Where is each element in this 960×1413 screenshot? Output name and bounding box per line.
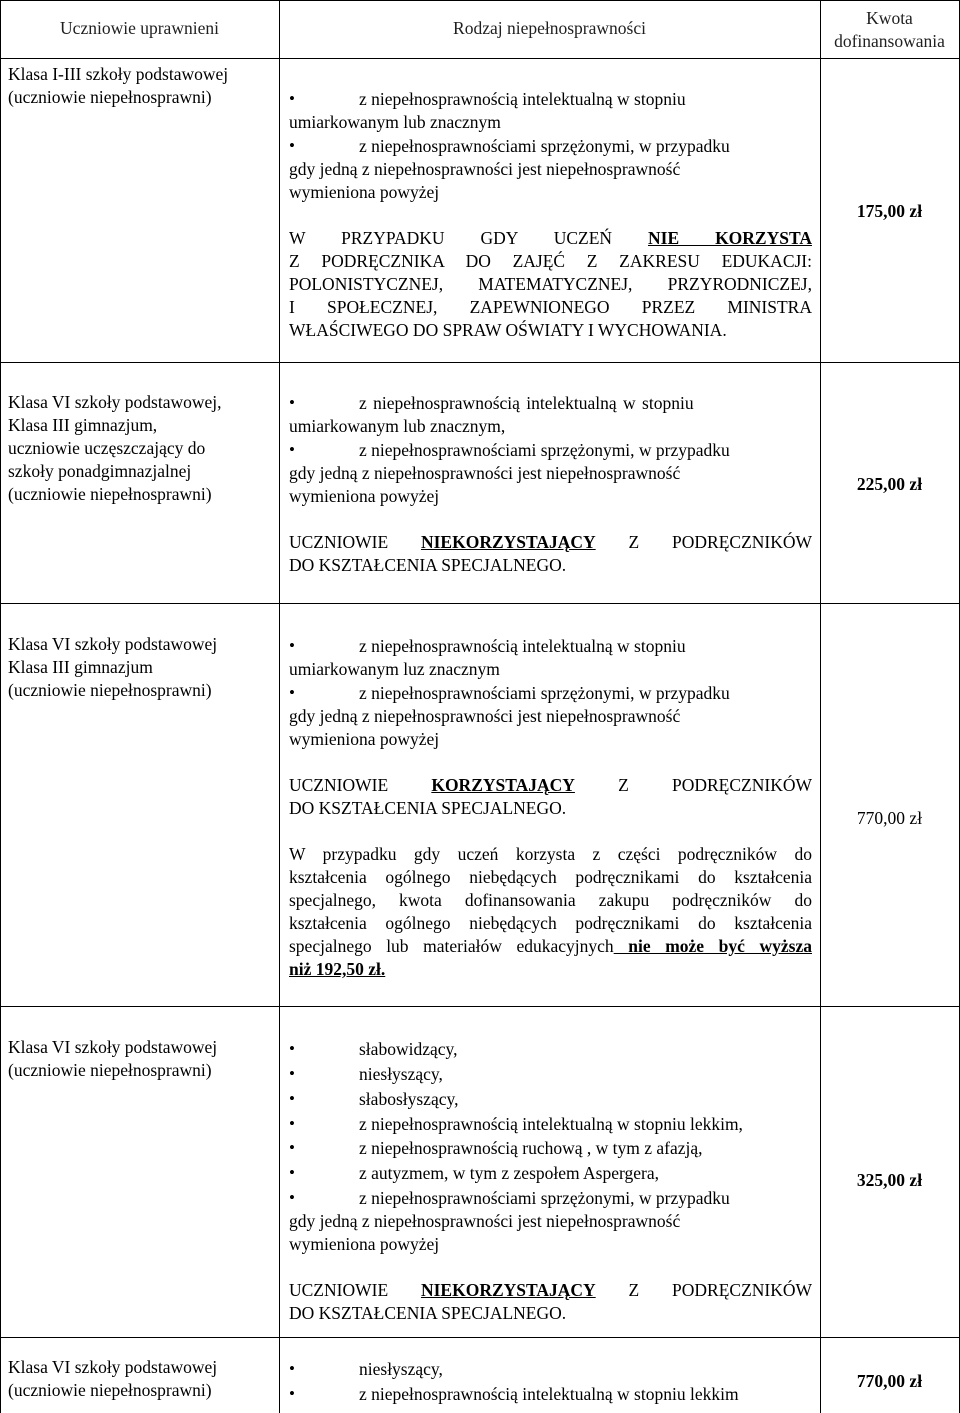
disability-item-cont: gdy jedną z niepełnosprawności jest niepełnosprawność [289, 159, 681, 179]
bullet-icon: • [289, 440, 295, 459]
column-divider [279, 0, 280, 1413]
note-text: UCZNIOWIE [289, 775, 389, 795]
bullet-icon: • [289, 1089, 295, 1108]
amount-value: 770,00 zł [856, 808, 923, 828]
header-amount-line2: dofinansowania [834, 31, 945, 51]
table-border-top [0, 0, 960, 1]
eligible-cell [8, 1356, 217, 1402]
note-text: W PRZYPADKU GDY UCZEŃ [289, 228, 613, 248]
paragraph-line: specjalnego, kwota dofinansowania zakupu podręczników do [289, 890, 812, 910]
disability-item-cont: umiarkowanym luz znacznym [289, 659, 500, 679]
bullet-icon: • [289, 1114, 295, 1133]
eligible-line: szkoły ponadgimnazjalnej [8, 461, 192, 481]
paragraph-line: kształcenia ogólnego niebędących podręcznikami do kształcenia [289, 867, 812, 887]
note-text: Z [618, 775, 629, 795]
note-line: DO KSZTAŁCENIA SPECJALNEGO. [289, 798, 567, 818]
paragraph-emphasis: niż 192,50 zł. [289, 959, 386, 979]
disability-item: niesłyszący, [359, 1064, 443, 1084]
disability-item: z niepełnosprawnością intelektualną w stopniu [359, 636, 686, 656]
note-line [289, 531, 812, 554]
row-divider [0, 362, 960, 363]
note-line [289, 774, 812, 797]
bullet-icon: • [289, 1188, 295, 1207]
eligible-line: (uczniowie niepełnosprawni) [8, 484, 212, 504]
disability-item: z niepełnosprawnościami sprzężonymi, w przypadku [359, 440, 730, 460]
disability-item-cont: wymieniona powyżej [289, 182, 440, 202]
bullet-icon: • [289, 393, 295, 412]
disability-item: z niepełnosprawnością intelektualną w stopniu [359, 89, 686, 109]
table-border-left [0, 0, 1, 1413]
note-line [289, 227, 812, 250]
note-text: PODRĘCZNIKÓW [672, 775, 812, 795]
eligible-line: Klasa VI szkoły podstawowej [8, 634, 218, 654]
row-divider [0, 1006, 960, 1007]
note-text: UCZNIOWIE [289, 532, 389, 552]
note-emphasis: NIE KORZYSTA [648, 228, 812, 248]
bullet-icon: • [289, 683, 295, 702]
note-line: Z PODRĘCZNIKA DO ZAJĘĆ Z ZAKRESU EDUKACJI: [289, 251, 812, 271]
note-emphasis: NIEKORZYSTAJĄCY [420, 1280, 596, 1300]
bullet-icon: • [289, 1064, 295, 1083]
note-emphasis: KORZYSTAJĄCY [431, 775, 575, 795]
note-line: WŁAŚCIWEGO DO SPRAW OŚWIATY I WYCHOWANIA. [289, 320, 727, 340]
bullet-icon: • [289, 1384, 295, 1403]
disability-item-cont: wymieniona powyżej [289, 1234, 440, 1254]
note-text: UCZNIOWIE [289, 1280, 389, 1300]
eligible-cell [8, 63, 228, 109]
disability-item: z niepełnosprawnością ruchową , w tym z afazją, [359, 1138, 703, 1158]
amount-value: 325,00 zł [856, 1170, 923, 1190]
eligible-cell [8, 391, 222, 506]
header-eligible: Uczniowie uprawnieni [60, 18, 219, 38]
note-line: I SPOŁECZNEJ, ZAPEWNIONEGO PRZEZ MINISTRA [289, 297, 812, 317]
note-text: Z [628, 1280, 640, 1300]
disability-item: z autyzmem, w tym z zespołem Aspergera, [359, 1163, 659, 1183]
note-line [289, 1279, 812, 1302]
bullet-icon: • [289, 1359, 295, 1378]
disability-item-cont: gdy jedną z niepełnosprawności jest niepełnosprawność [289, 463, 681, 483]
note-text: PODRĘCZNIKÓW [672, 532, 813, 552]
bullet-icon: • [289, 1138, 295, 1157]
note-emphasis: NIEKORZYSTAJĄCY [420, 532, 596, 552]
eligible-line: Klasa I-III szkoły podstawowej [8, 64, 229, 84]
amount-value: 175,00 zł [856, 201, 923, 221]
eligible-line: Klasa VI szkoły podstawowej [8, 1357, 218, 1377]
paragraph-line [289, 935, 812, 958]
disability-item-cont: wymieniona powyżej [289, 729, 440, 749]
disability-item-cont: gdy jedną z niepełnosprawności jest niepełnosprawność [289, 1211, 681, 1231]
disability-item: z niepełnosprawnością intelektualną w stopniu lekkim [359, 1384, 739, 1404]
note-line: DO KSZTAŁCENIA SPECJALNEGO. [289, 555, 567, 575]
disability-item: z niepełnosprawnością intelektualną w stopniu lekkim, [359, 1114, 743, 1134]
disability-item-cont: gdy jedną z niepełnosprawności jest niepełnosprawność [289, 706, 681, 726]
bullet-icon: • [289, 89, 295, 108]
disability-item: z niepełnosprawnościami sprzężonymi, w przypadku [359, 136, 730, 156]
disability-item-cont: wymieniona powyżej [289, 486, 440, 506]
eligible-line: (uczniowie niepełnosprawni) [8, 87, 212, 107]
eligible-line: Klasa III gimnazjum, [8, 415, 158, 435]
bullet-icon: • [289, 636, 295, 655]
disability-item: z niepełnosprawnościami sprzężonymi, w przypadku [359, 1188, 730, 1208]
eligible-line: uczniowie uczęszczający do [8, 438, 206, 458]
amount-value: 225,00 zł [856, 474, 923, 494]
header-amount-line1: Kwota [866, 8, 913, 28]
note-text: Z [628, 532, 640, 552]
amount-value: 770,00 zł [856, 1371, 923, 1391]
bullet-icon: • [289, 136, 295, 155]
disability-item: słabowidzący, [359, 1039, 458, 1059]
disability-item: z niepełnosprawnością intelektualną w stopniu [359, 393, 694, 413]
disability-item-cont: umiarkowanym lub znacznym [289, 112, 501, 132]
eligible-line: Klasa VI szkoły podstawowej [8, 1037, 218, 1057]
paragraph-text: specjalnego lub materiałów edukacyjnych [289, 936, 614, 956]
eligible-line: Klasa III gimnazjum [8, 657, 153, 677]
disability-item: z niepełnosprawnościami sprzężonymi, w przypadku [359, 683, 730, 703]
header-disability-type: Rodzaj niepełnosprawności [453, 18, 646, 38]
header-divider [0, 58, 960, 59]
disability-item: słabosłyszący, [359, 1089, 459, 1109]
bullet-icon: • [289, 1039, 295, 1058]
eligible-line: Klasa VI szkoły podstawowej, [8, 392, 222, 412]
row-divider [0, 603, 960, 604]
eligible-line: (uczniowie niepełnosprawni) [8, 1380, 212, 1400]
disability-item: niesłyszący, [359, 1359, 443, 1379]
disability-item-cont: umiarkowanym lub znacznym, [289, 416, 506, 436]
note-text: PODRĘCZNIKÓW [672, 1280, 813, 1300]
paragraph-line: kształcenia ogólnego niebędących podręcznikami do kształcenia [289, 913, 812, 933]
note-line: POLONISTYCZNEJ, MATEMATYCZNEJ, PRZYRODNICZEJ, [289, 274, 812, 294]
eligible-cell [8, 633, 217, 702]
eligible-line: (uczniowie niepełnosprawni) [8, 680, 212, 700]
note-line: DO KSZTAŁCENIA SPECJALNEGO. [289, 1303, 567, 1323]
paragraph-emphasis: nie może być wyższa [613, 936, 812, 956]
eligible-line: (uczniowie niepełnosprawni) [8, 1060, 212, 1080]
eligible-cell [8, 1036, 217, 1082]
row-divider [0, 1337, 960, 1338]
paragraph-line: W przypadku gdy uczeń korzysta z części podręczników do [289, 844, 812, 864]
bullet-icon: • [289, 1163, 295, 1182]
header-amount [820, 7, 959, 53]
